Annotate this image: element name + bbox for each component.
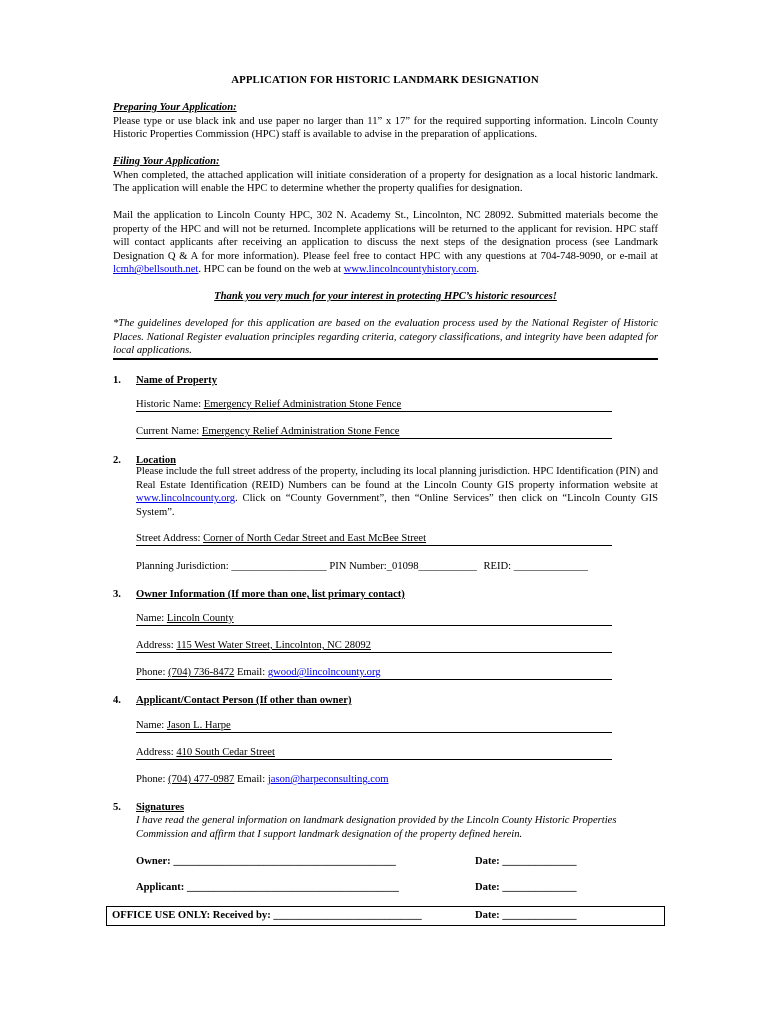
location-text: Please include the full street address of the property, including its local planning jurisdiction. HPC Identification (PIN) and Real Estate Identification (REID) Numbers can be found at the Lincoln County GIS property information website at [136,466,658,491]
section-1-number: 1. [113,375,121,386]
street-address-value: Corner of North Cedar Street and East McBee Street [203,533,427,544]
owner-phone-value: (704) 736-8472 [168,667,235,678]
owner-date-field[interactable]: ______________ [502,856,577,867]
jurisdiction-row [136,560,588,574]
owner-signature-field[interactable]: __________________________________________ [173,856,396,867]
applicant-email-value[interactable]: jason@harpeconsulting.com [267,774,389,785]
section-5-number: 5. [113,802,121,813]
owner-name-field[interactable] [136,612,612,626]
filing-text: When completed, the attached application will initiate consideration of a property for designation as a local historic landmark. The application will enable the HPC to determine whether the property qualifies for designation. [113,169,658,195]
thanks-line: Thank you very much for your interest in protecting HPC’s historic resources! [214,291,557,302]
preparing-text: Please type or use black ink and use paper no larger than 11” x 17” for the required supporting information. Lincoln County Historic Properties Commission (HPC) staff is available to advise in the preparation of applications. [113,115,658,141]
office-date-row [475,909,577,923]
reid-field[interactable]: ______________ [513,561,588,572]
owner-email-label: Email: [236,667,266,678]
office-date-field[interactable]: ______________ [502,910,577,921]
applicant-name-label: Name: [136,720,165,731]
applicant-signature-row [136,881,399,895]
owner-signature-row [136,855,396,869]
historic-name-label: Historic Name: [136,399,202,410]
applicant-date-field[interactable]: ______________ [502,882,577,893]
owner-address-value: 115 West Water Street, Lincolnton, NC 28092 [176,640,371,651]
owner-phone-label: Phone: [136,667,166,678]
applicant-name-field[interactable] [136,719,612,733]
applicant-signature-label: Applicant: [136,882,185,893]
applicant-phone-row [136,773,389,787]
owner-name-value: Lincoln County [166,613,234,624]
owner-address-field[interactable] [136,639,612,653]
document-title: APPLICATION FOR HISTORIC LANDMARK DESIGNATION [231,74,539,86]
filing-heading: Filing Your Application: [113,156,220,167]
current-name-value: Emergency Relief Administration Stone Fence [201,426,400,437]
section-3-number: 3. [113,589,121,600]
preparing-heading: Preparing Your Application: [113,102,237,113]
street-address-field[interactable] [136,532,612,546]
pin-field[interactable]: _01098___________ [386,561,477,572]
applicant-email-label: Email: [236,774,266,785]
jurisdiction-field[interactable]: __________________ [231,561,327,572]
current-name-field[interactable] [136,425,612,439]
current-name-label: Current Name: [136,426,200,437]
applicant-name-value: Jason L. Harpe [166,720,231,731]
mail-text-middle: . HPC can be found on the web at [198,264,344,276]
section-2-heading: Location [136,455,177,466]
section-divider [113,358,658,360]
mail-paragraph [113,209,658,277]
owner-address-label: Address: [136,640,174,651]
owner-name-label: Name: [136,613,165,624]
mail-text-end: . [476,264,480,276]
hpc-email-link[interactable]: lcmh@bellsouth.net [113,264,199,276]
applicant-date-label: Date: [475,882,500,893]
owner-phone-field[interactable] [136,666,612,680]
mail-text: Mail the application to Lincoln County HPC, 302 N. Academy St., Lincolnton, NC 28092. Submitted materials become the property of the HPC and will not be returned. Incomplete applications will be returned to the applicant for revision. HPC staff will contact applicants after receiving an application to discuss the next steps of the designation process (see Landmark Designation Q & A for more information). Please feel free to contact HPC with any questions at 704-748-9090, or e-mail at [113,210,658,262]
section-1-heading: Name of Property [136,375,217,386]
office-received-field[interactable]: ____________________________ [273,910,422,921]
section-2-number: 2. [113,455,121,466]
location-instructions [136,465,658,519]
office-received-row [112,909,422,923]
applicant-date-row [475,881,577,895]
applicant-address-field[interactable] [136,746,612,760]
county-website-link[interactable]: www.lincolncounty.org [136,493,236,505]
signature-statement: I have read the general information on landmark designation provided by the Lincoln County Historic Properties Commission and affirm that I support landmark designation of the property defined herein. [136,815,617,840]
owner-signature-label: Owner: [136,856,171,867]
applicant-signature-field[interactable]: ________________________________________ [186,882,399,893]
section-4-number: 4. [113,695,121,706]
section-5-heading: Signatures [136,802,185,813]
historic-name-value: Emergency Relief Administration Stone Fence [203,399,402,410]
owner-date-row [475,855,577,869]
jurisdiction-label: Planning Jurisdiction: [136,561,229,572]
location-text-end: . Click on “County Government”, then “Online Services” then click on “Lincoln County GIS System”. [136,493,658,518]
owner-email-value[interactable]: gwood@lincolncounty.org [267,667,381,678]
owner-date-label: Date: [475,856,500,867]
hpc-website-link[interactable]: www.lincolncountyhistory.com [343,264,477,276]
reid-label: REID: [483,561,512,572]
street-address-label: Street Address: [136,533,201,544]
applicant-phone-value[interactable]: (704) 477-0987 [168,774,235,785]
section-3-heading: Owner Information (If more than one, list primary contact) [136,589,405,600]
preparing-section [113,101,658,142]
applicant-phone-label: Phone: [136,774,166,785]
pin-label: PIN Number: [329,561,387,572]
guidelines-note: *The guidelines developed for this application are based on the evaluation process used by the National Register of Historic Places. National Register evaluation principles regarding criteria, category classifications, and integrity have been adapted for local applications. [113,318,658,357]
historic-name-field[interactable] [136,398,612,412]
office-received-label: OFFICE USE ONLY: Received by: [112,910,271,921]
filing-section [113,155,658,196]
applicant-address-value: 410 South Cedar Street [176,747,275,758]
applicant-address-label: Address: [136,747,174,758]
section-4-heading: Applicant/Contact Person (If other than owner) [136,695,352,706]
office-date-label: Date: [475,910,500,921]
